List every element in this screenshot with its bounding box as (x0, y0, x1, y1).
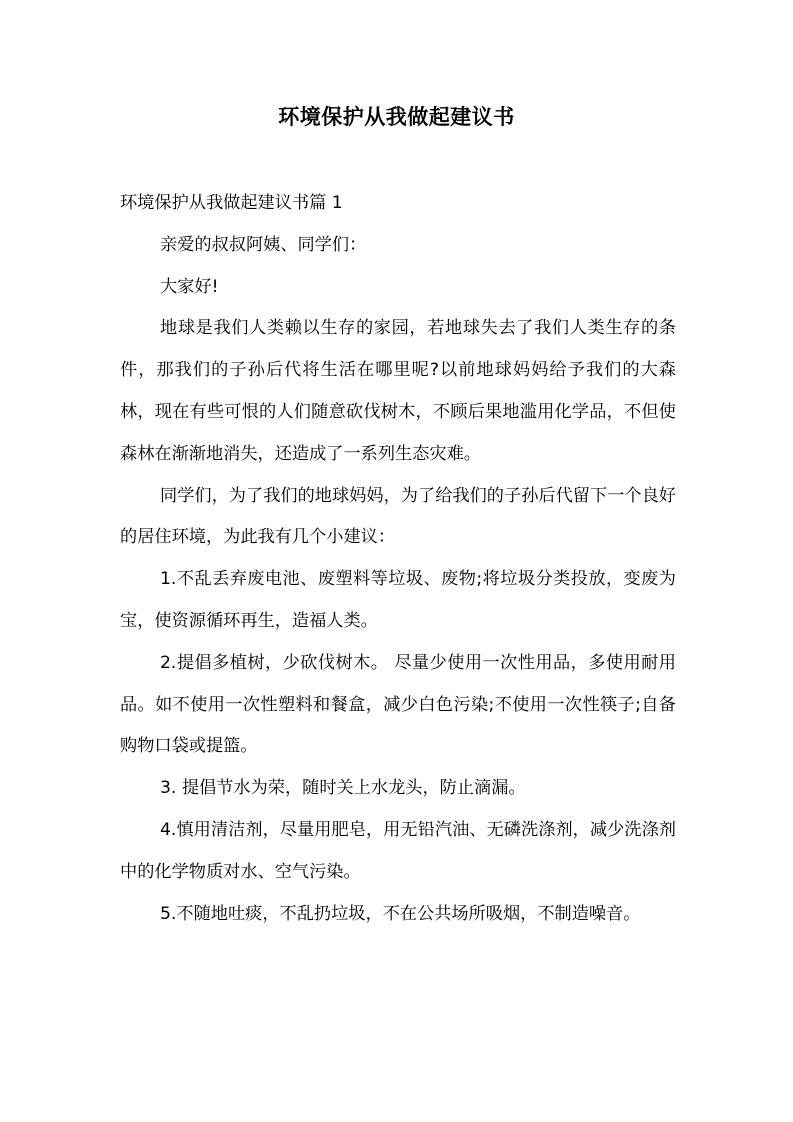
document-body (120, 183, 676, 935)
greeting-paragraph: 大家好! (160, 276, 219, 297)
body-paragraph: 地球是我们人类赖以生存的家园，若地球失去了我们人类生存的条件，那我们的子孙后代将生活在哪里呢?以前地球妈妈给予我们的大森林，现在有些可恨的人们随意砍伐树木，不顾后果地滥用化学品，不但使森林在渐渐地消失，还造成了一系列生态灾难。 (120, 318, 676, 464)
suggestion-item: 3. 提倡节水为荣，随时关上水龙头，防止滴漏。 (160, 778, 526, 799)
suggestion-item: 2.提倡多植树，少砍伐树木。 尽量少使用一次性用品，多使用耐用品。如不使用一次性塑料和餐盒，减少白色污染;不使用一次性筷子;自备购物口袋或提篮。 (120, 652, 676, 757)
suggestion-item: 4.慎用清洁剂，尽量用肥皂，用无铅汽油、无磷洗涤剂，减少洗涤剂中的化学物质对水、空气污染。 (120, 819, 676, 882)
suggestion-item: 1.不乱丢弃废电池、废塑料等垃圾、废物;将垃圾分类投放，变废为宝，使资源循环再生，造福人类。 (120, 569, 676, 631)
suggestion-item: 5.不随地吐痰，不乱扔垃圾，不在公共场所吸烟，不制造噪音。 (160, 903, 641, 924)
body-paragraph: 同学们，为了我们的地球妈妈，为了给我们的子孙后代留下一个良好的居住环境，为此我有几个小建议： (120, 485, 676, 548)
document-title: 环境保护从我做起建议书 (278, 105, 515, 129)
salutation-paragraph: 亲爱的叔叔阿姨、同学们： (160, 234, 367, 255)
section-heading: 环境保护从我做起建议书篇 1 (120, 193, 343, 213)
